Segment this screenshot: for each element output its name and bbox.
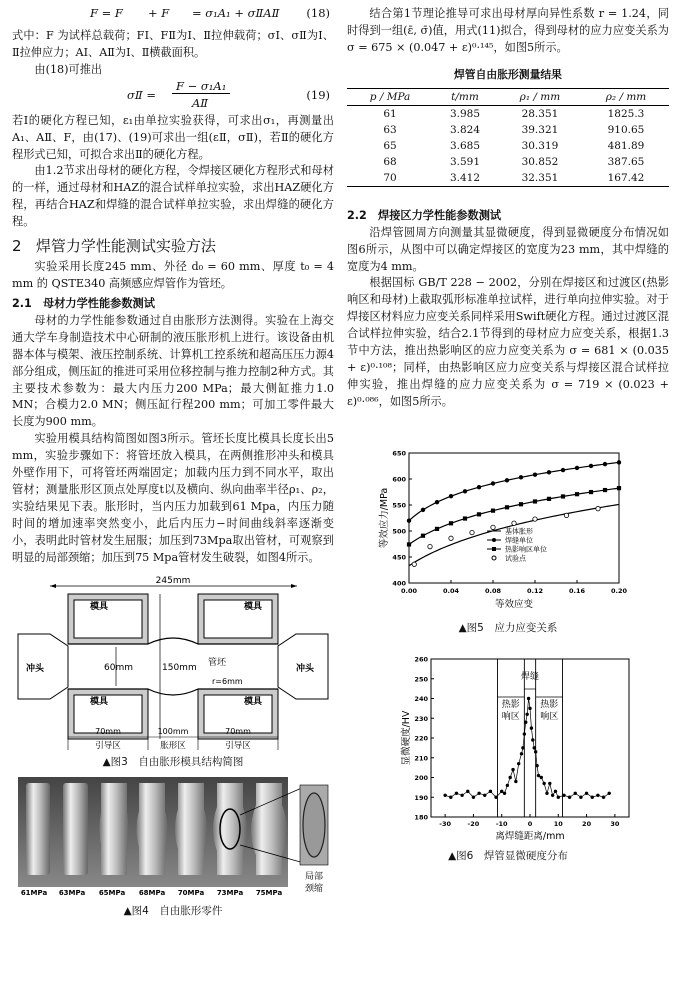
y-tick-label: 220 <box>414 734 428 743</box>
radius-label: r=6mm <box>212 677 243 687</box>
series-marker <box>463 516 467 520</box>
dim-60: 60mm <box>104 663 133 674</box>
hardness-point <box>608 791 611 794</box>
tube-label: 管坯 <box>208 658 227 669</box>
table-cell: 39.321 <box>521 123 559 136</box>
series-marker <box>449 494 453 498</box>
hardness-point <box>521 746 524 749</box>
label-68mpa: 68MPa <box>138 889 166 898</box>
annotation-haz-right: 热影 <box>540 699 559 710</box>
y-tick-label: 230 <box>414 714 428 723</box>
table-cell: 68 <box>383 155 397 168</box>
hardness-point <box>466 789 469 792</box>
die-label-tl: 模具 <box>90 602 109 613</box>
series-marker <box>449 521 453 525</box>
series-marker <box>407 542 411 546</box>
dim-70-right: 70mm <box>225 727 251 737</box>
hardness-point <box>531 738 534 741</box>
hardness-point <box>503 791 506 794</box>
equation-19-numerator: F − σ₁A₁ <box>172 79 230 94</box>
legend-label: 热影响区单位 <box>505 545 547 554</box>
annotation-haz-right: 响区 <box>540 711 559 722</box>
hardness-point <box>596 793 599 796</box>
equation-18-body: F = F <box>90 6 123 20</box>
y-tick-label: 260 <box>414 655 428 664</box>
series-marker <box>575 492 579 496</box>
series-marker <box>589 463 593 467</box>
x-axis-label: 等效应变 <box>494 598 534 610</box>
y-tick-label: 600 <box>392 475 406 484</box>
punch-label-left: 冲头 <box>26 664 45 675</box>
series-marker <box>491 481 495 485</box>
y-axis-label: 显微硬度/HV <box>401 710 412 766</box>
series-marker <box>463 489 467 493</box>
series-marker <box>603 488 607 492</box>
right-column <box>347 0 669 863</box>
hardness-point <box>477 791 480 794</box>
data-point <box>533 517 537 521</box>
table-cell: 3.685 <box>449 139 481 152</box>
zone-guide-left: 引导区 <box>95 741 121 752</box>
hardness-point <box>574 791 577 794</box>
series-marker <box>617 460 621 464</box>
inset-label-1: 局部 <box>304 872 324 883</box>
series-marker <box>617 486 621 490</box>
hardness-point <box>517 762 520 765</box>
table-header: ρ₂ / mm <box>583 88 669 105</box>
hardness-point <box>562 793 565 796</box>
hardness-point <box>514 779 517 782</box>
table-row <box>347 154 669 170</box>
table-header: ρ₁ / mm <box>497 88 583 105</box>
hardness-point <box>554 789 557 792</box>
figure-6-hardness-chart <box>347 653 669 848</box>
y-tick-label: 210 <box>414 753 428 762</box>
table-body <box>347 105 669 186</box>
series-marker <box>491 508 495 512</box>
label-73mpa: 73MPa <box>216 889 244 898</box>
series-marker <box>519 502 523 506</box>
table-cell: 63 <box>383 123 397 136</box>
series-marker <box>477 512 481 516</box>
x-tick-label: -10 <box>495 819 508 828</box>
y-tick-label: 450 <box>392 553 406 562</box>
series-marker <box>435 526 439 530</box>
hardness-point <box>551 793 554 796</box>
die-label-bl: 模具 <box>90 697 109 708</box>
table-title: 焊管自由胀形测量结果 <box>454 67 562 81</box>
y-tick-label: 180 <box>414 813 428 822</box>
data-point <box>428 544 432 548</box>
table-cell: 70 <box>347 170 433 187</box>
hardness-point <box>449 795 452 798</box>
table-cell: 3.412 <box>433 170 497 187</box>
hardness-point <box>524 720 527 723</box>
table-cell: 387.65 <box>607 155 645 168</box>
section-number: 2 <box>12 237 22 256</box>
die-label-tr: 模具 <box>244 602 263 613</box>
paragraph-symbols: 式中：F 为试样总载荷；FⅠ、FⅡ为Ⅰ、Ⅱ拉伸载荷；σⅠ、σⅡ为Ⅰ、Ⅱ拉伸应力；AⅠ、AⅡ为Ⅰ、Ⅱ横截面积。 <box>12 29 334 59</box>
plot-frame <box>431 659 629 817</box>
series-marker <box>561 494 565 498</box>
hardness-point <box>527 696 530 699</box>
equation-18-number: (18) <box>306 6 330 20</box>
y-tick-label: 650 <box>392 449 406 458</box>
left-column <box>12 0 334 918</box>
table-row <box>347 170 669 187</box>
series-marker <box>561 468 565 472</box>
series-marker <box>421 533 425 537</box>
table-row <box>347 122 669 138</box>
figure-5-stress-strain-chart <box>347 445 669 620</box>
table-cell: 61 <box>383 107 397 120</box>
table-header: p / MPa <box>347 88 433 105</box>
series-marker <box>407 518 411 522</box>
y-tick-label: 250 <box>414 674 428 683</box>
y-tick-label: 190 <box>414 793 428 802</box>
hardness-point <box>568 795 571 798</box>
hardness-point <box>472 795 475 798</box>
x-tick-label: -20 <box>467 819 480 828</box>
series-marker <box>477 485 481 489</box>
x-tick-label: 0.08 <box>484 586 502 595</box>
table-header: t/mm <box>433 88 497 105</box>
x-tick-label: 0.04 <box>442 586 460 595</box>
paragraph-derive: 由(18)可推出 <box>34 62 103 76</box>
legend-label: 基体胀形 <box>505 527 533 536</box>
annotation-haz-left: 热影 <box>501 699 520 710</box>
x-axis-label: 离焊缝距离/mm <box>495 830 565 842</box>
equation-18 <box>12 6 334 28</box>
hardness-point <box>602 795 605 798</box>
table-cell: 28.351 <box>521 107 559 120</box>
legend-marker <box>492 556 496 560</box>
legend-marker <box>492 547 496 551</box>
figure-4-caption: ▲图4 自由胀形零件 <box>123 905 223 918</box>
series-marker <box>547 470 551 474</box>
series-marker <box>533 472 537 476</box>
zone-bulge: 胀形区 <box>160 741 186 752</box>
paragraph-anisotropy: 结合第1节理论推导可求出母材厚向异性系数 r = 1.24，同时得到一组(ε̄, σ̄)值，用式(11)拟合，得到母材的应力应变关系为 σ = 675 × (0.047 + ε)⁰·¹⁴⁵，如图5所示。 <box>347 7 669 54</box>
legend-marker <box>492 538 496 542</box>
equation-18-mid: + F <box>148 6 170 20</box>
table-row <box>347 138 669 154</box>
label-63mpa: 63MPa <box>58 889 86 898</box>
legend-label: 焊缝单位 <box>505 536 533 545</box>
table-header-row <box>347 88 669 105</box>
paragraph-procedure: 实验用模具结构简图如图3所示。管坯长度比模具长度长出5 mm，实验步骤如下：将管坯放入模具，在两侧推形冲头和模具外壁作用下，可将管坯两端固定；加载内压力到不同水平，取出管材；测量胀形区顶点处厚度t以及横向、纵向曲率半径ρ₁、ρ₂，实验结果见下表。胀形时，当内压力加载到61 Mpa，内压力随时间的增加速率突然变小，此后内压力−时间曲线斜率逐渐变小，表明此时管材发生屈服；加压到73Mpa取出管材，可观察到明显的局部颈缩；加压到75 Mpa管材发生破裂，如图4所示。 <box>12 432 334 564</box>
figure-3-die-diagram <box>12 572 334 752</box>
y-tick-label: 240 <box>414 694 428 703</box>
data-point <box>512 521 516 525</box>
equation-18-rest: = σ₁A₁ + σⅡAⅡ <box>192 6 280 20</box>
series-marker <box>421 507 425 511</box>
hardness-point <box>557 795 560 798</box>
data-point <box>470 530 474 534</box>
annotation-weld: 焊缝 <box>520 671 540 682</box>
plot-frame <box>409 453 619 583</box>
hardness-point <box>460 793 463 796</box>
series-marker <box>505 478 509 482</box>
y-axis-label: 等效应力/MPa <box>379 487 390 548</box>
figure-6-caption: ▲图6 焊管显微硬度分布 <box>448 849 568 862</box>
x-tick-label: 0.16 <box>568 586 586 595</box>
y-tick-label: 400 <box>392 579 406 588</box>
hardness-point <box>525 712 528 715</box>
hardness-point <box>537 774 540 777</box>
table-cell: 3.591 <box>449 155 481 168</box>
hardness-point <box>489 789 492 792</box>
hardness-point <box>540 775 543 778</box>
series-marker <box>533 499 537 503</box>
annotation-haz-left: 响区 <box>501 711 520 722</box>
paragraph-hardness: 沿焊管圆周方向测量其显微硬度，得到显微硬度分布情况如图6所示，从图中可以确定焊接区的宽度为23 mm，其中焊缝的宽度为4 mm。 <box>347 225 669 273</box>
legend-label: 试验点 <box>505 554 526 563</box>
hardness-point <box>509 775 512 778</box>
section-title: 焊管力学性能测试实验方法 <box>35 237 216 256</box>
table-cell: 30.319 <box>521 139 559 152</box>
label-65mpa: 65MPa <box>98 889 126 898</box>
table-cell: 30.852 <box>521 155 559 168</box>
series-marker <box>603 462 607 466</box>
equation-19-number: (19) <box>306 87 330 102</box>
paragraph-tube-spec: 实验采用长度245 mm、外径 d₀ = 60 mm、厚度 t₀ = 4 mm 的 QSTE340 高频感应焊管作为管坯。 <box>12 260 334 290</box>
series-marker <box>575 465 579 469</box>
y-tick-label: 200 <box>414 773 428 782</box>
series-marker <box>435 500 439 504</box>
table-cell: 3.985 <box>449 107 481 120</box>
series-line <box>409 462 619 520</box>
equation-19-denominator: AⅡ <box>192 95 209 110</box>
paragraph-base-test: 母材的力学性能参数通过自由胀形方法测得。实验在上海交通大学车身制造技术中心研制的液压胀形机上进行。该设备由机器本体与模架、液压控制系统、计算机工控系统和超高压压力源4部分组成，侧压缸的推进可采用位移控制与推力控制2种方式。其主要技术参数为：最大内压力200 MPa；最大侧缸推力1.0 MN；合模力2.0 MN；侧压缸行程200 mm；可加工零件最大长度为900 mm。 <box>12 313 334 429</box>
paragraph-section-1-2: 由1.2节求出母材的硬化方程，令焊接区硬化方程形式和母材的一样，通过母材和HAZ的混合试样单拉实验，求出HAZ硬化方程，再结合HAZ和焊缝的混合试样单拉实验，求出焊缝的硬化方程。 <box>12 164 334 229</box>
hardness-point <box>520 752 523 755</box>
x-tick-label: -30 <box>439 819 452 828</box>
measurement-table <box>347 88 669 187</box>
dim-150: 150mm <box>162 663 197 674</box>
hardness-point <box>579 795 582 798</box>
hardness-point <box>533 746 536 749</box>
hardness-point <box>523 732 526 735</box>
series-marker <box>589 490 593 494</box>
label-61mpa: 61MPa <box>20 889 48 898</box>
hardness-point <box>506 783 509 786</box>
series-marker <box>547 496 551 500</box>
data-point <box>564 513 568 517</box>
table-cell: 3.824 <box>449 123 481 136</box>
series-marker <box>519 475 523 479</box>
subsection-heading-2-1: 2.1 母材力学性能参数测试 <box>12 296 155 310</box>
x-tick-label: 0.00 <box>400 586 418 595</box>
hardness-point <box>500 789 503 792</box>
data-point <box>412 562 416 566</box>
table-cell: 167.42 <box>583 170 669 187</box>
hardness-point <box>534 750 537 753</box>
hardness-point <box>528 706 531 709</box>
hardness-point <box>542 781 545 784</box>
subsection-heading-2-2: 2.2 焊接区力学性能参数测试 <box>347 208 502 222</box>
hardness-point <box>511 768 514 771</box>
x-tick-label: 20 <box>582 819 592 828</box>
paragraph-weld-test: 根据国标 GB/T 228 − 2002，分别在焊接区和过渡区(热影响区和母材)上截取弧形标准单拉试样，进行单向拉伸实验。对于焊接区材料应力应变关系同样采用Swift硬化方程。通过过渡区混合试样拉伸实验，结合2.1节得到的母材应力应变关系，根据1.3节中方法，推出热影响区的应力应变关系为 σ = 681 × (0.035 + ε)⁰·¹⁰⁸；同样，由热影响区应力应变关系与焊接区混合试样拉伸实验，推出焊缝的应力应变关系为 σ = 719 × (0.023 + ε)⁰·⁰⁸⁶，如图5所示。 <box>347 276 669 408</box>
paragraph-hardening: 若Ⅰ的硬化方程已知，ε₁由单拉实验获得，可求出σ₁，再测量出A₁、AⅡ、F，由(17)、(19)可求出一组(εⅡ，σⅡ)，若Ⅱ的硬化方程形式已知，可拟合求出Ⅱ的硬化方程。 <box>12 113 334 161</box>
label-75mpa: 75MPa <box>255 889 283 898</box>
hardness-point <box>455 791 458 794</box>
equation-19 <box>12 79 334 113</box>
series-marker <box>505 505 509 509</box>
table-cell: 32.351 <box>497 170 583 187</box>
dim-100: 100mm <box>157 727 189 737</box>
x-tick-label: 0 <box>527 819 533 828</box>
hardness-point <box>494 795 497 798</box>
inset-label-2: 颈缩 <box>304 884 324 895</box>
hardness-point <box>591 795 594 798</box>
table-cell: 1825.3 <box>607 107 645 120</box>
hardness-point <box>443 793 446 796</box>
die-label-br: 模具 <box>244 697 263 708</box>
section-heading-2 <box>12 235 334 256</box>
dim-245: 245mm <box>155 576 191 587</box>
zone-guide-right: 引导区 <box>225 741 251 752</box>
table-cell: 481.89 <box>607 139 645 152</box>
table-cell: 910.65 <box>607 123 645 136</box>
data-point <box>491 525 495 529</box>
hardness-point <box>585 791 588 794</box>
x-tick-label: 10 <box>553 819 563 828</box>
x-tick-label: 0.12 <box>526 586 544 595</box>
punch-label-right: 冲头 <box>296 664 315 675</box>
table-cell: 65 <box>383 139 397 152</box>
hardness-point <box>548 781 551 784</box>
hardness-point <box>535 764 538 767</box>
hardness-point <box>530 726 533 729</box>
label-70mpa: 70MPa <box>177 889 205 898</box>
figure-4-specimens <box>12 777 334 899</box>
x-tick-label: 30 <box>610 819 620 828</box>
table-row <box>347 105 669 122</box>
figure-3-caption: ▲图3 自由胀形模具结构简图 <box>102 756 244 769</box>
x-tick-label: 0.20 <box>610 586 628 595</box>
hardness-point <box>483 793 486 796</box>
equation-19-lhs: σⅡ = <box>127 87 156 102</box>
dim-70-left: 70mm <box>95 727 121 737</box>
y-tick-label: 500 <box>392 527 406 536</box>
figure-5-caption: ▲图5 应力应变关系 <box>458 621 558 634</box>
data-point <box>596 506 600 510</box>
hardness-point <box>545 791 548 794</box>
y-tick-label: 550 <box>392 501 406 510</box>
data-point <box>449 536 453 540</box>
